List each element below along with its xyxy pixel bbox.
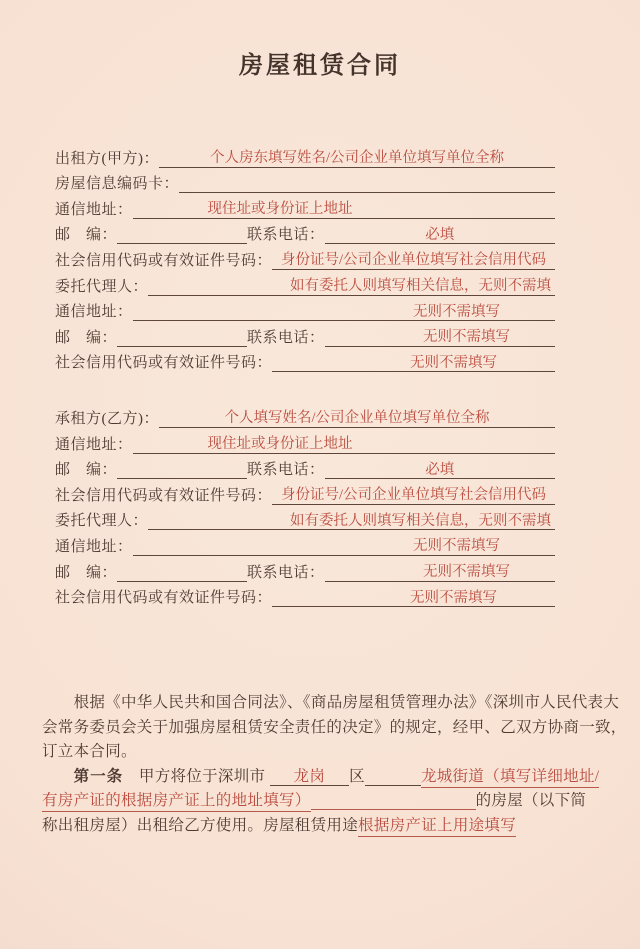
form-row: [55, 142, 555, 168]
field-label: 承租方(乙方)：: [55, 410, 159, 427]
field-hint: 身份证号/公司企业单位填写社会信用代码: [280, 487, 547, 504]
field-label: 邮 编：: [55, 227, 118, 244]
clause-text: 会常务委员会关于加强房屋租赁安全责任的决定》的规定，经甲、乙双方协商一致，: [42, 718, 627, 736]
field-underline: [325, 325, 555, 347]
field-hint: 无则不需填写: [413, 303, 500, 320]
field-hint: 无则不需填写: [413, 538, 500, 555]
lessee-section: [55, 402, 555, 607]
form-row: [55, 270, 555, 296]
contract-clauses: [42, 691, 627, 839]
field-underline: [133, 197, 555, 219]
form-row: [55, 168, 555, 194]
clause-text: [311, 809, 476, 810]
form-sections: [55, 142, 555, 607]
contract-page: [0, 45, 640, 839]
form-row: [55, 582, 555, 608]
field-hint: 个人房东填写姓名/公司企业单位填写单位全称: [209, 150, 505, 167]
clause-line: [42, 716, 627, 741]
clause-text: 甲方将位于深圳市: [123, 767, 270, 785]
field-label: 社会信用代码或有效证件号码：: [55, 355, 273, 372]
field-underline: [325, 457, 555, 479]
field-underline: [325, 560, 555, 582]
field-label: 社会信用代码或有效证件号码：: [55, 252, 273, 269]
document-title: 房屋租赁合同: [239, 53, 401, 79]
field-hint: 如有委托人则填写相关信息，无则不需填: [290, 278, 551, 295]
field-hint: 身份证号/公司企业单位填写社会信用代码: [280, 252, 547, 269]
clause-line: [42, 691, 620, 716]
field-label: 联系电话：: [247, 329, 325, 346]
fill-in-hint-text: 根据房产证上用途填写: [358, 817, 516, 837]
field-underline: [159, 146, 555, 168]
form-row: [55, 219, 555, 245]
field-hint: 现住址或身份证上地址: [207, 436, 353, 453]
field-underline: [133, 432, 555, 454]
clause-line: [42, 814, 616, 839]
form-row: [55, 193, 555, 219]
clause-text: 的房屋（以下简: [475, 792, 587, 810]
field-label: 委托代理人：: [55, 513, 149, 530]
field-label: 通信地址：: [55, 304, 133, 321]
field-label: 联系电话：: [247, 227, 325, 244]
field-underline: [159, 406, 555, 428]
field-underline: [179, 171, 555, 193]
field-label: 联系电话：: [247, 564, 325, 581]
form-row: [55, 296, 555, 322]
fill-in-hint-text: 有房产证的根据房产证上的地址填写）: [42, 792, 311, 812]
form-row: [55, 479, 555, 505]
field-underline: [133, 299, 555, 321]
clause-line: [42, 789, 616, 814]
field-underline: [148, 274, 555, 296]
field-hint: 个人填写姓名/公司企业单位填写单位全称: [224, 410, 490, 427]
field-underline: [133, 534, 555, 556]
field-underline: [117, 325, 247, 347]
field-underline: [117, 457, 247, 479]
form-row: [55, 321, 555, 347]
field-label: 联系电话：: [247, 462, 325, 479]
field-label: 通信地址：: [55, 538, 133, 555]
clause-line: [42, 740, 616, 765]
clause-text: 区: [349, 767, 365, 785]
clause-line: [42, 765, 616, 790]
form-row: [55, 244, 555, 270]
form-row: [55, 402, 555, 428]
field-label: 出租方(甲方)：: [55, 150, 159, 167]
form-row: [55, 505, 555, 531]
form-row: [55, 347, 555, 373]
field-hint: 如有委托人则填写相关信息，无则不需填: [290, 512, 551, 529]
field-underline: [148, 508, 555, 530]
field-hint: 无则不需填写: [410, 354, 497, 371]
field-underline: [272, 483, 555, 505]
field-label: 邮 编：: [55, 564, 118, 581]
clause-text: 根据《中华人民共和国合同法》、《商品房屋租赁管理办法》《深圳市人民代表大: [42, 694, 620, 712]
form-row: [55, 530, 555, 556]
field-label: 邮 编：: [55, 462, 118, 479]
field-label: 邮 编：: [55, 329, 118, 346]
field-label: 通信地址：: [55, 201, 133, 218]
lessor-section: [55, 142, 555, 372]
field-hint: 现住址或身份证上地址: [207, 201, 353, 218]
clause-text: [365, 785, 421, 786]
field-underline: [117, 560, 247, 582]
form-row: [55, 454, 555, 480]
form-row: [55, 428, 555, 454]
field-hint: 无则不需填写: [410, 589, 497, 606]
field-hint: 无则不需填写: [423, 329, 510, 346]
field-hint: 无则不需填写: [423, 564, 510, 580]
field-underline: [117, 222, 247, 244]
field-underline: [272, 350, 555, 372]
clause-text: 称出租房屋）出租给乙方使用。房屋租赁用途: [42, 817, 359, 835]
field-label: 委托代理人：: [55, 278, 149, 295]
field-label: 房屋信息编码卡：: [55, 176, 180, 193]
field-underline: [272, 585, 555, 607]
form-row: [55, 556, 555, 582]
clause-text: 第一条: [73, 767, 124, 785]
field-label: 通信地址：: [55, 436, 133, 453]
field-hint: 必填: [425, 461, 455, 478]
field-label: 社会信用代码或有效证件号码：: [55, 487, 273, 504]
field-label: 社会信用代码或有效证件号码：: [55, 590, 273, 607]
clause-text: 订立本合同。: [42, 743, 137, 761]
field-underline: [325, 222, 555, 244]
clause-text: [42, 768, 74, 785]
field-hint: 必填: [425, 226, 455, 243]
fill-in-hint-text: 龙城街道（填写详细地址/: [421, 768, 599, 788]
fill-in-hint-text: 龙岗: [270, 768, 350, 786]
field-underline: [272, 248, 555, 270]
